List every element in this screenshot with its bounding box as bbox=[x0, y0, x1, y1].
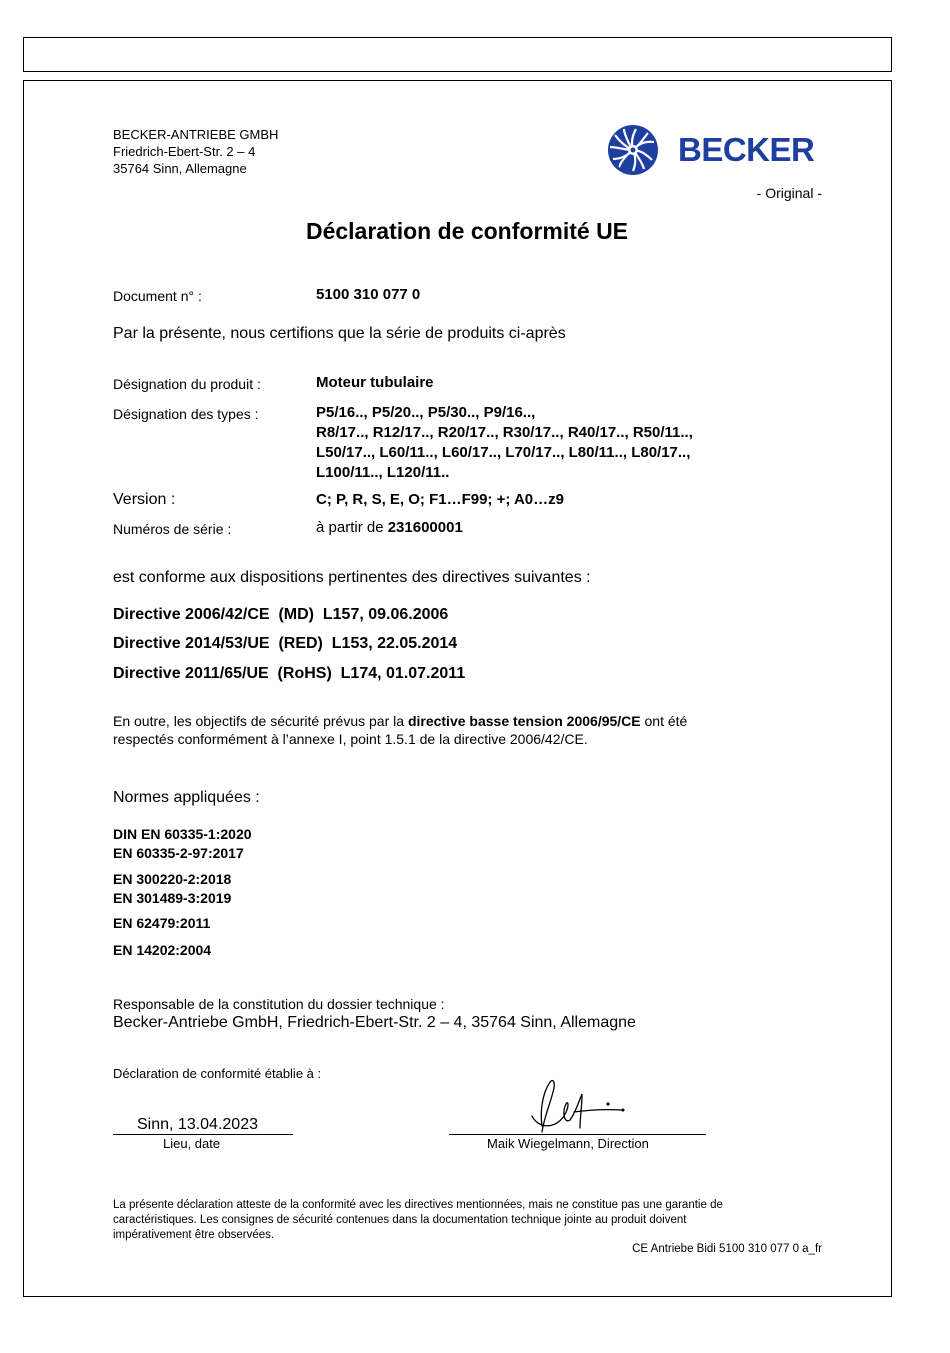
place-date-caption: Lieu, date bbox=[163, 1136, 221, 1151]
intro-text: Par la présente, nous certifions que la série de produits ci-après bbox=[113, 325, 566, 342]
low-voltage-paragraph bbox=[113, 712, 687, 748]
standard-item: EN 14202:2004 bbox=[113, 942, 212, 958]
standard-item: EN 60335-2-97:2017 bbox=[113, 845, 244, 861]
types-value bbox=[316, 403, 693, 483]
becker-logo bbox=[606, 123, 821, 177]
place-date-line bbox=[113, 1134, 293, 1135]
footer-disclaimer bbox=[113, 1198, 723, 1243]
product-designation-label: Désignation du produit : bbox=[113, 376, 261, 392]
company-street: Friedrich-Ebert-Str. 2 – 4 bbox=[113, 144, 256, 159]
standard-item: EN 300220-2:2018 bbox=[113, 871, 232, 887]
footer-line: impérativement être observées. bbox=[113, 1229, 275, 1241]
standard-item: DIN EN 60335-1:2020 bbox=[113, 826, 252, 842]
signature-line bbox=[449, 1134, 706, 1135]
technical-file-label: Responsable de la constitution du dossier technique : bbox=[113, 996, 445, 1012]
company-name: BECKER-ANTRIEBE GMBH bbox=[113, 127, 279, 142]
footer-line: caractéristiques. Les consignes de sécurité contenues dans la documentation technique jointe au produit doivent bbox=[113, 1214, 687, 1226]
logo-wordmark: BECKER bbox=[678, 131, 815, 168]
types-line: R8/17.., R12/17.., R20/17.., R30/17.., R40/17.., R50/11.., bbox=[316, 424, 693, 441]
signatory-caption: Maik Wiegelmann, Direction bbox=[487, 1136, 649, 1151]
company-address bbox=[113, 126, 278, 177]
page-title: Déclaration de conformité UE bbox=[305, 218, 629, 244]
signature-image bbox=[520, 1076, 640, 1136]
version-label: Version : bbox=[113, 491, 176, 508]
header-box bbox=[23, 37, 892, 72]
version-value: C; P, R, S, E, O; F1…F99; +; A0…z9 bbox=[316, 491, 564, 508]
types-line: L50/17.., L60/11.., L60/17.., L70/17.., L80/11.., L80/17.., bbox=[316, 444, 691, 461]
standards-title: Normes appliquées : bbox=[113, 789, 260, 806]
document-reference: CE Antriebe Bidi 5100 310 077 0 a_fr bbox=[632, 1243, 822, 1255]
standard-item: EN 301489-3:2019 bbox=[113, 890, 232, 906]
serial-value bbox=[316, 518, 463, 538]
serial-prefix: à partir de bbox=[316, 519, 384, 536]
standards-group-1 bbox=[113, 825, 252, 863]
conformity-intro: est conforme aux dispositions pertinentes des directives suivantes : bbox=[113, 569, 591, 586]
document-frame bbox=[23, 80, 892, 1297]
document-number-value: 5100 310 077 0 bbox=[316, 286, 421, 303]
technical-file-value: Becker-Antriebe GmbH, Friedrich-Ebert-Str. 2 – 4, 35764 Sinn, Allemagne bbox=[113, 1014, 636, 1031]
types-line: L100/11.., L120/11.. bbox=[316, 464, 450, 481]
directive-md: Directive 2006/42/CE (MD) L157, 09.06.2006 bbox=[113, 606, 449, 623]
low-voltage-text-end: ont été bbox=[644, 713, 688, 729]
becker-fan-logo-icon bbox=[606, 123, 660, 177]
established-label: Déclaration de conformité établie à : bbox=[113, 1066, 322, 1081]
types-label: Désignation des types : bbox=[113, 406, 259, 422]
directive-red: Directive 2014/53/UE (RED) L153, 22.05.2014 bbox=[113, 635, 458, 652]
standards-group-2 bbox=[113, 870, 231, 908]
original-label: - Original - bbox=[756, 185, 822, 201]
standard-item: EN 62479:2011 bbox=[113, 915, 211, 931]
product-designation-value: Moteur tubulaire bbox=[316, 374, 434, 391]
low-voltage-directive: directive basse tension 2006/95/CE bbox=[407, 713, 641, 729]
directive-rohs: Directive 2011/65/UE (RoHS) L174, 01.07.2011 bbox=[113, 665, 466, 682]
serial-number: 231600001 bbox=[387, 519, 463, 536]
footer-line: La présente déclaration atteste de la conformité avec les directives mentionnées, mais ne constitue pas une garantie de bbox=[113, 1199, 723, 1211]
types-line: P5/16.., P5/20.., P5/30.., P9/16.., bbox=[316, 404, 536, 421]
low-voltage-line2: respectés conformément à l’annexe I, point 1.5.1 de la directive 2006/42/CE. bbox=[113, 731, 588, 747]
low-voltage-text: En outre, les objectifs de sécurité prévus par la bbox=[113, 713, 405, 729]
company-city: 35764 Sinn, Allemagne bbox=[113, 161, 247, 176]
serial-label: Numéros de série : bbox=[113, 521, 232, 537]
document-number-label: Document n° : bbox=[113, 288, 202, 304]
place-date-value: Sinn, 13.04.2023 bbox=[137, 1116, 258, 1133]
